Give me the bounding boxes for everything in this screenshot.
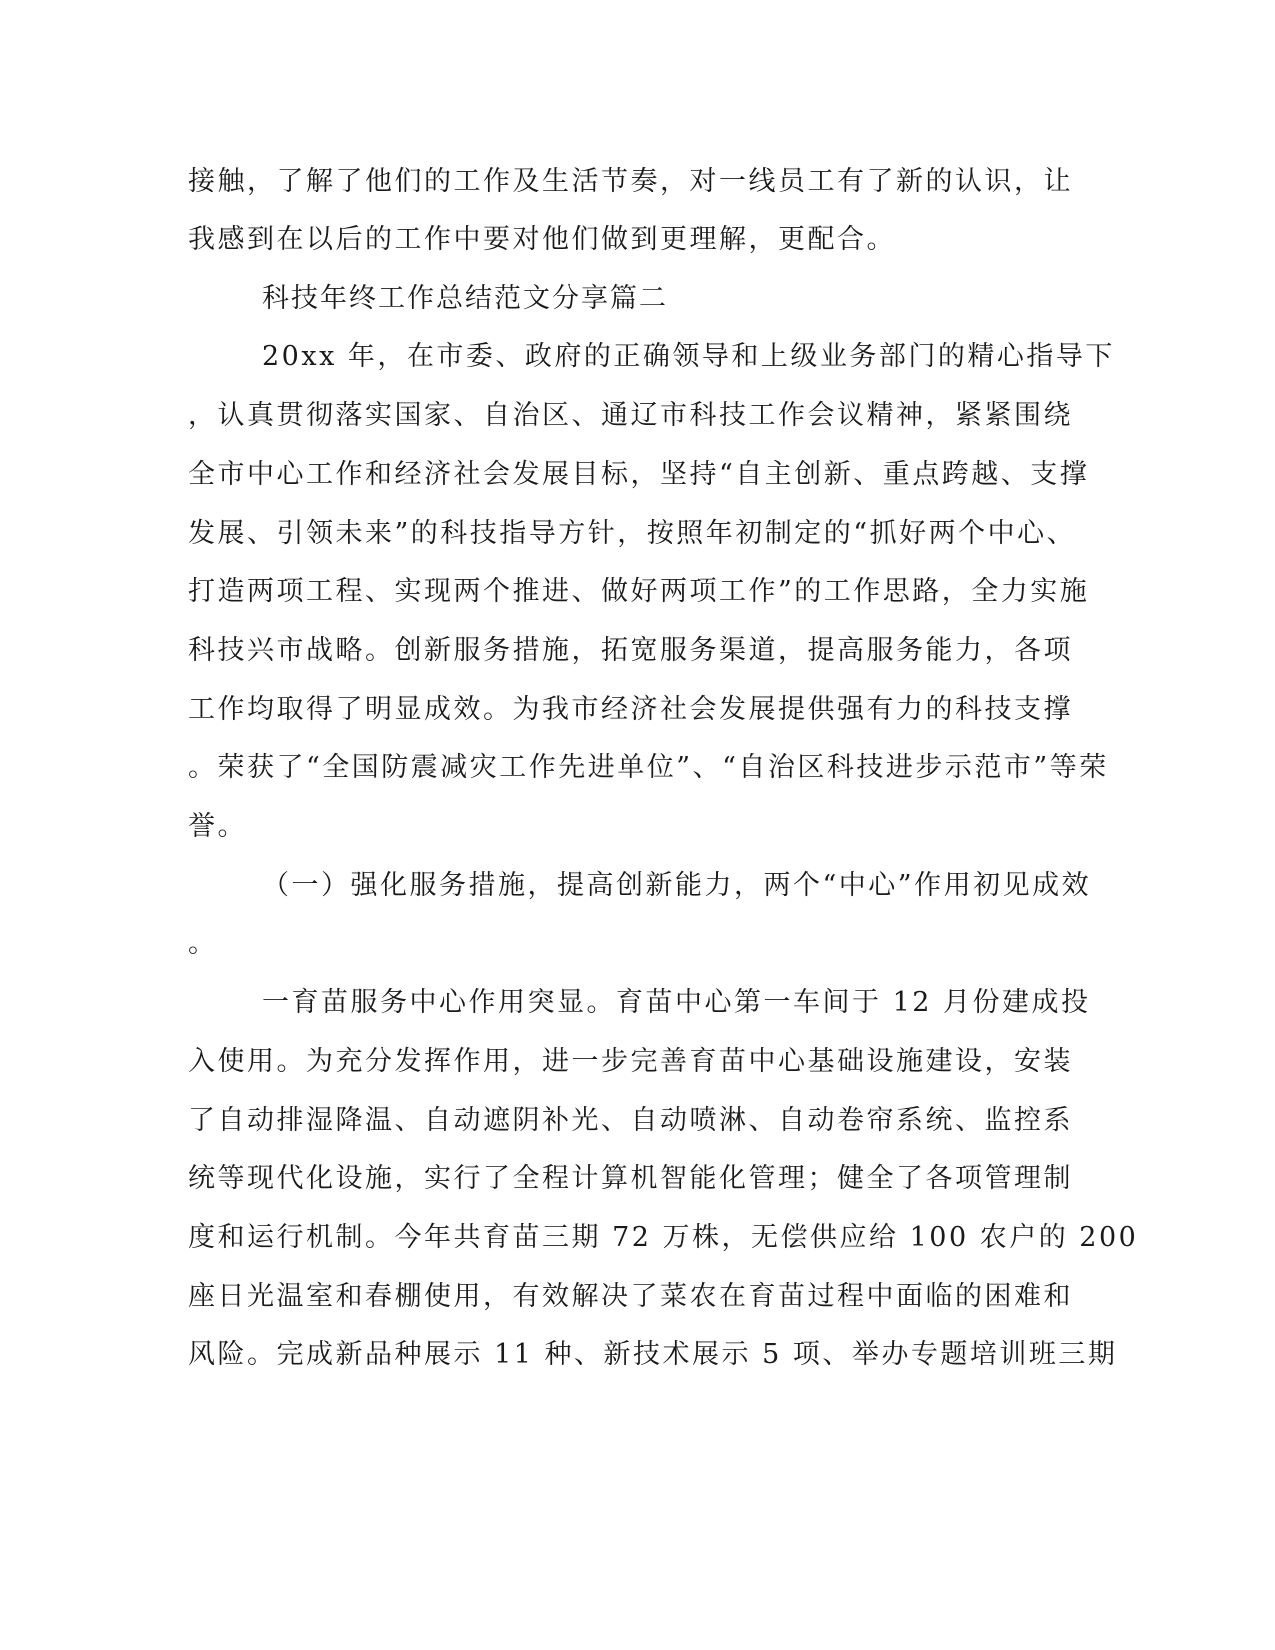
body-text-line: 了自动排湿降温、自动遮阴补光、自动喷淋、自动卷帘系统、监控系 bbox=[188, 1105, 1073, 1136]
body-text-line: 接触，了解了他们的工作及生活节奏，对一线员工有了新的认识，让 bbox=[188, 166, 1073, 197]
body-text-line: 座日光温室和春棚使用，有效解决了菜农在育苗过程中面临的困难和 bbox=[188, 1281, 1073, 1312]
section-heading: 科技年终工作总结范文分享篇二 bbox=[262, 283, 668, 314]
body-text-line: 度和运行机制。今年共育苗三期 72 万株，无偿供应给 100 农户的 200 bbox=[188, 1222, 1139, 1253]
body-text-line: 工作均取得了明显成效。为我市经济社会发展提供强有力的科技支撑 bbox=[188, 694, 1073, 725]
body-text-line: 誉。 bbox=[188, 811, 247, 842]
body-text-line: 一育苗服务中心作用突显。育苗中心第一车间于 12 月份建成投 bbox=[262, 987, 1091, 1018]
body-text-line: 。荣获了“全国防震减灾工作先进单位”、“自治区科技进步示范市”等荣 bbox=[188, 752, 1109, 783]
body-text-line: 统等现代化设施，实行了全程计算机智能化管理；健全了各项管理制 bbox=[188, 1163, 1073, 1194]
subsection-heading: （一）强化服务措施，提高创新能力，两个“中心”作用初见成效 bbox=[262, 870, 1092, 901]
body-text-line: ，认真贯彻落实国家、自治区、通辽市科技工作会议精神，紧紧围绕 bbox=[188, 400, 1073, 431]
body-text-line: 发展、引领未来”的科技指导方针，按照年初制定的“抓好两个中心、 bbox=[188, 518, 1077, 549]
body-text-line: 全市中心工作和经济社会发展目标，坚持“自主创新、重点跨越、支撑 bbox=[188, 459, 1090, 490]
body-text-line: 入使用。为充分发挥作用，进一步完善育苗中心基础设施建设，安装 bbox=[188, 1046, 1073, 1077]
body-text-line: 打造两项工程、实现两个推进、做好两项工作”的工作思路，全力实施 bbox=[188, 576, 1090, 607]
body-text-line: 科技兴市战略。创新服务措施，拓宽服务渠道，提高服务能力，各项 bbox=[188, 635, 1073, 666]
body-text-line: 20xx 年，在市委、政府的正确领导和上级业务部门的精心指导下 bbox=[262, 341, 1115, 372]
body-text-line: 我感到在以后的工作中要对他们做到更理解，更配合。 bbox=[188, 224, 896, 255]
body-text-line: 。 bbox=[188, 928, 218, 959]
body-text-line: 风险。完成新品种展示 11 种、新技术展示 5 项、举办专题培训班三期 bbox=[188, 1339, 1118, 1370]
